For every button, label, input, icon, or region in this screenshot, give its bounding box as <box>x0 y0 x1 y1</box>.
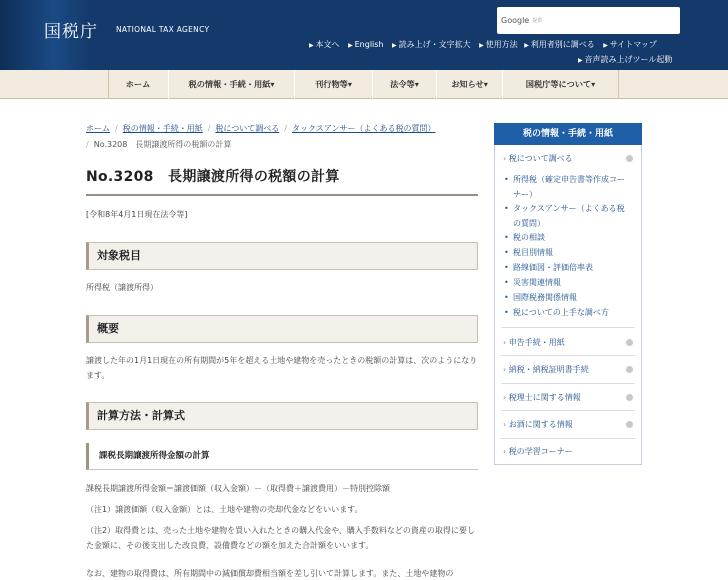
sidebar-subitem-disaster[interactable]: • 災害関連情報 <box>504 276 628 291</box>
breadcrumb-home[interactable]: ホーム <box>86 124 110 133</box>
util-link-sitemap[interactable]: ▶ サイトマップ <box>603 40 657 49</box>
nav-publications[interactable]: 刊行物等▾ <box>294 70 372 99</box>
sidebar-item-filing[interactable]: › 申告手続・用紙 <box>503 337 631 348</box>
nav-tax-info[interactable]: 税の情報・手続・用紙▾ <box>168 70 294 99</box>
site-logo[interactable]: 国税庁 <box>44 22 98 42</box>
breadcrumb: ホーム / 税の情報・手続・用紙 / 税について調べる / タックスアンサー（よくある税の質問） / No.3208 長期譲渡所得の税額の計算 <box>86 124 436 149</box>
breadcrumb-research[interactable]: 税について調べる <box>215 124 280 133</box>
sidebar-toggle-icon[interactable] <box>626 155 633 162</box>
nav-home[interactable]: ホーム <box>125 79 151 89</box>
sidebar-divider <box>501 438 635 439</box>
sidebar-item-tax-accountant[interactable]: › 税理士に関する情報 <box>503 392 631 403</box>
utility-links-row2 <box>578 54 678 65</box>
site-header <box>0 0 728 70</box>
sidebar-item-research[interactable]: › 税について調べる <box>503 153 631 164</box>
sidebar-item-payment[interactable]: › 納税・納税証明書手続 <box>503 364 631 375</box>
page-title: No.3208 長期譲渡所得の税額の計算 <box>86 169 340 185</box>
sidebar-toggle-icon[interactable] <box>626 421 633 428</box>
search-brand: Google <box>501 16 530 25</box>
util-link-usage[interactable]: ▶ 使用方法 <box>479 40 518 49</box>
nav-news[interactable]: お知らせ▾ <box>436 70 502 99</box>
section-heading-overview: 概要 <box>86 315 478 343</box>
subsection-heading: 課税長期譲渡所得金額の計算 <box>86 443 478 470</box>
global-nav <box>0 70 728 99</box>
note-3: なお、建物の取得費は、所有期間中の減価償却費相当額を差し引いて計算します。また、土地や建物の <box>86 569 454 578</box>
section-heading-target-tax: 対象税目 <box>86 242 478 270</box>
utility-links <box>309 39 663 50</box>
note-1: （注1）譲渡価額（収入金額）とは、土地や建物の売却代金などをいいます。 <box>86 505 363 514</box>
title-divider <box>86 194 478 196</box>
sidebar-subitem-how-to[interactable]: • 税についての上手な調べ方 <box>504 306 628 321</box>
revision-date: [令和8年4月1日現在法令等] <box>86 210 188 219</box>
nav-divider <box>618 70 619 99</box>
nav-laws[interactable]: 法令等▾ <box>372 70 436 99</box>
sidebar-heading[interactable]: 税の情報・手続・用紙 <box>494 123 642 145</box>
sidebar-toggle-icon[interactable] <box>626 366 633 373</box>
section-heading-calculation: 計算方法・計算式 <box>86 402 478 430</box>
sidebar-toggle-icon[interactable] <box>626 339 633 346</box>
breadcrumb-current: No.3208 長期譲渡所得の税額の計算 <box>93 140 232 149</box>
sidebar-subitem-taxanswer[interactable]: • タックスアンサー（よくある税の質問） <box>504 202 628 231</box>
search-input[interactable] <box>497 7 680 34</box>
sidebar-divider <box>501 410 635 411</box>
sidebar-menu <box>494 145 642 465</box>
search-brand-sub: 提供 <box>532 18 543 24</box>
nav-about[interactable]: 国税庁等について▾ <box>502 70 618 99</box>
formula-text: 課税長期譲渡所得金額＝譲渡価額（収入金額）－（取得費＋譲渡費用）－特別控除額 <box>86 484 390 493</box>
sidebar-toggle-icon[interactable] <box>626 394 633 401</box>
sidebar-subitem-by-tax[interactable]: • 税目別情報 <box>504 246 628 261</box>
util-link-english[interactable]: ▶ English <box>348 40 383 49</box>
breadcrumb-taxanswer[interactable]: タックスアンサー（よくある税の質問） <box>291 124 436 133</box>
overview-text: 譲渡した年の1月1日現在の所有期間が5年を超える土地や建物を売ったときの税額の計算は、次のようになります。 <box>86 356 478 380</box>
sidebar-divider <box>501 355 635 356</box>
note-2: （注2）取得費とは、売った土地や建物を買い入れたときの購入代金や、購入手数料などの資産の取得に要した金額に、その後支出した改良費、設備費などの額を加えた合計額をいいます。 <box>86 526 475 550</box>
sidebar-subitem-rosenka[interactable]: • 路線価図・評価倍率表 <box>504 261 628 276</box>
sidebar-subitem-income-tax[interactable]: • 所得税（確定申告書等作成コーナー） <box>504 173 628 202</box>
site-logo-english: NATIONAL TAX AGENCY <box>116 25 210 34</box>
util-link-main[interactable]: ▶ 本文へ <box>309 40 340 49</box>
util-link-voice[interactable]: ▶ 音声読み上げツール起動 <box>578 55 672 64</box>
sidebar-item-learning[interactable]: › 税の学習コーナー <box>503 446 631 457</box>
sidebar-subitem-international[interactable]: • 国際税務関係情報 <box>504 291 628 306</box>
sidebar-item-liquor[interactable]: › お酒に関する情報 <box>503 419 631 430</box>
util-link-accessibility[interactable]: ▶ 読み上げ・文字拡大 <box>392 40 471 49</box>
breadcrumb-tax-info[interactable]: 税の情報・手続・用紙 <box>122 124 203 133</box>
sidebar-subitem-consult[interactable]: • 税の相談 <box>504 231 628 246</box>
util-link-by-user[interactable]: ▶ 利用者別に調べる <box>524 40 595 49</box>
sidebar-divider <box>501 383 635 384</box>
sidebar-divider <box>501 327 635 328</box>
target-tax-text: 所得税（譲渡所得） <box>86 283 158 292</box>
